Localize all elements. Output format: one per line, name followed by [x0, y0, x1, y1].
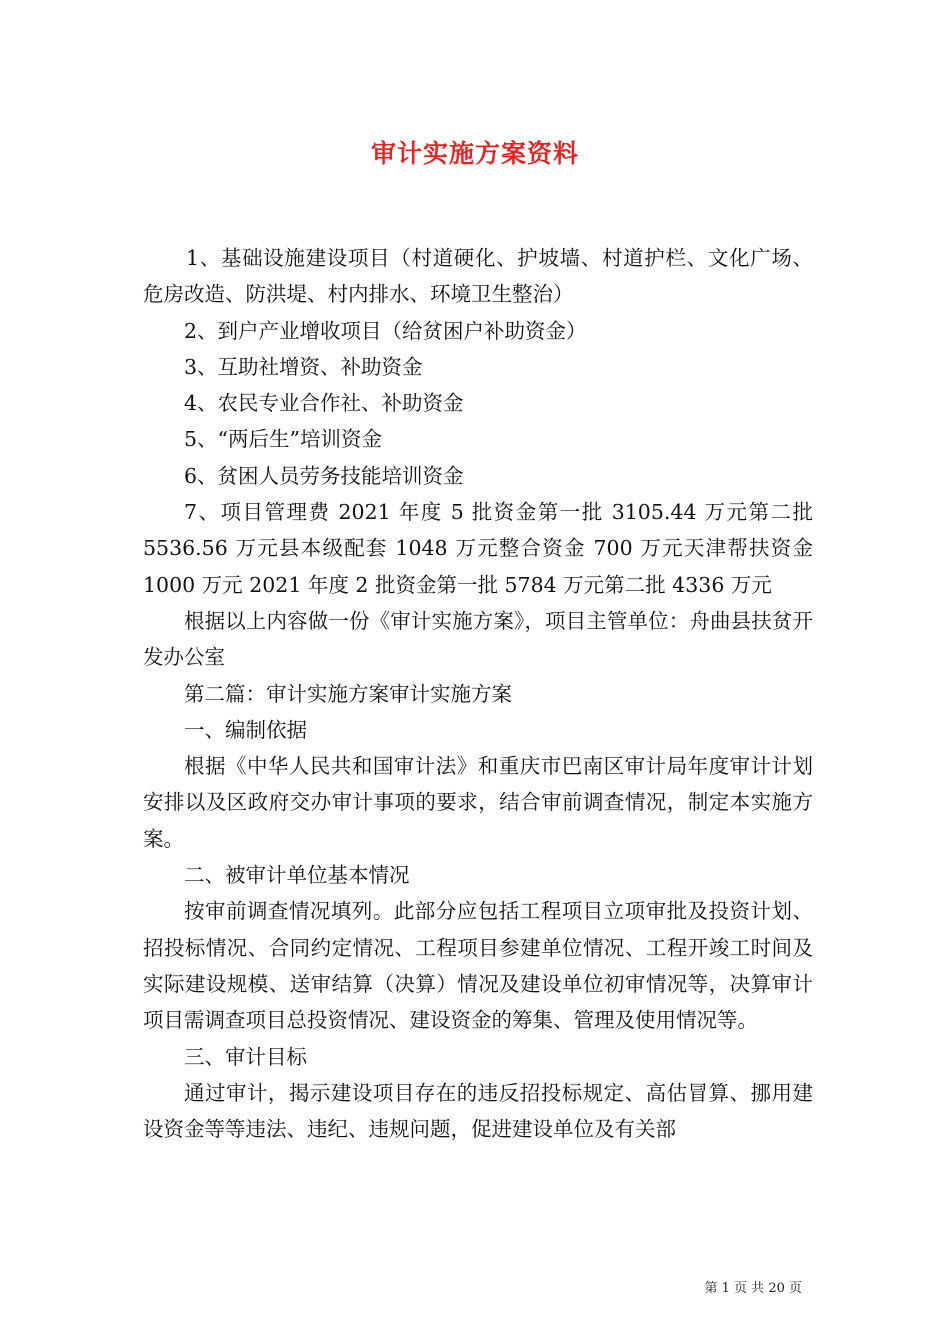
- paragraph-9: 第二篇：审计实施方案审计实施方案: [184, 681, 512, 706]
- paragraph-6: 6、贫困人员劳务技能培训资金: [184, 463, 464, 488]
- paragraph-12: 二、被审计单位基本情况: [184, 863, 410, 888]
- document-body: [143, 240, 813, 1147]
- paragraph-11: 根据《中华人民共和国审计法》和重庆市巴南区审计局年度审计计划安排以及区政府交办审计事项的要求，结合审前调查情况，制定本实施方案。: [143, 754, 813, 851]
- paragraph-3: 3、互助社增资、补助资金: [184, 354, 423, 379]
- paragraph-10: 一、编制依据: [184, 717, 307, 742]
- paragraph-1: 1、基础设施建设项目（村道硬化、护坡墙、村道护栏、文化广场、危房改造、防洪堤、村内排水、环境卫生整治）: [143, 246, 813, 307]
- paragraph-14: 三、审计目标: [184, 1044, 307, 1069]
- paragraph-13: 按审前调查情况填列。此部分应包括工程项目立项审批及投资计划、招投标情况、合同约定情况、工程项目参建单位情况、工程开竣工时间及实际建设规模、送审结算（决算）情况及建设单位初审情况等，决算审计项目需调查项目总投资情况、建设资金的筹集、管理及使用情况等。: [143, 899, 813, 1033]
- paragraph-2: 2、到户产业增收项目（给贫困户补助资金）: [184, 318, 587, 343]
- paragraph-8: 根据以上内容做一份《审计实施方案》，项目主管单位：舟曲县扶贫开发办公室: [143, 608, 813, 670]
- paragraph-15: 通过审计，揭示建设项目存在的违反招投标规定、高估冒算、挪用建设资金等等违法、违纪、违规问题，促进建设单位及有关部: [143, 1080, 813, 1142]
- page-number: 第 1 页 共 20 页: [704, 1281, 802, 1296]
- paragraph-7: 7、项目管理费 2021 年度 5 批资金第一批 3105.44 万元第二批 5536.56 万元县本级配套 1048 万元整合资金 700 万元天津帮扶资金 1000 万元 2021 年度 2 批资金第一批 5784 万元第二批 4336 万元: [143, 500, 813, 597]
- paragraph-4: 4、农民专业合作社、补助资金: [184, 391, 464, 416]
- document-title: 审计实施方案资料: [370, 139, 579, 168]
- paragraph-5: 5、“两后生”培训资金: [184, 427, 383, 452]
